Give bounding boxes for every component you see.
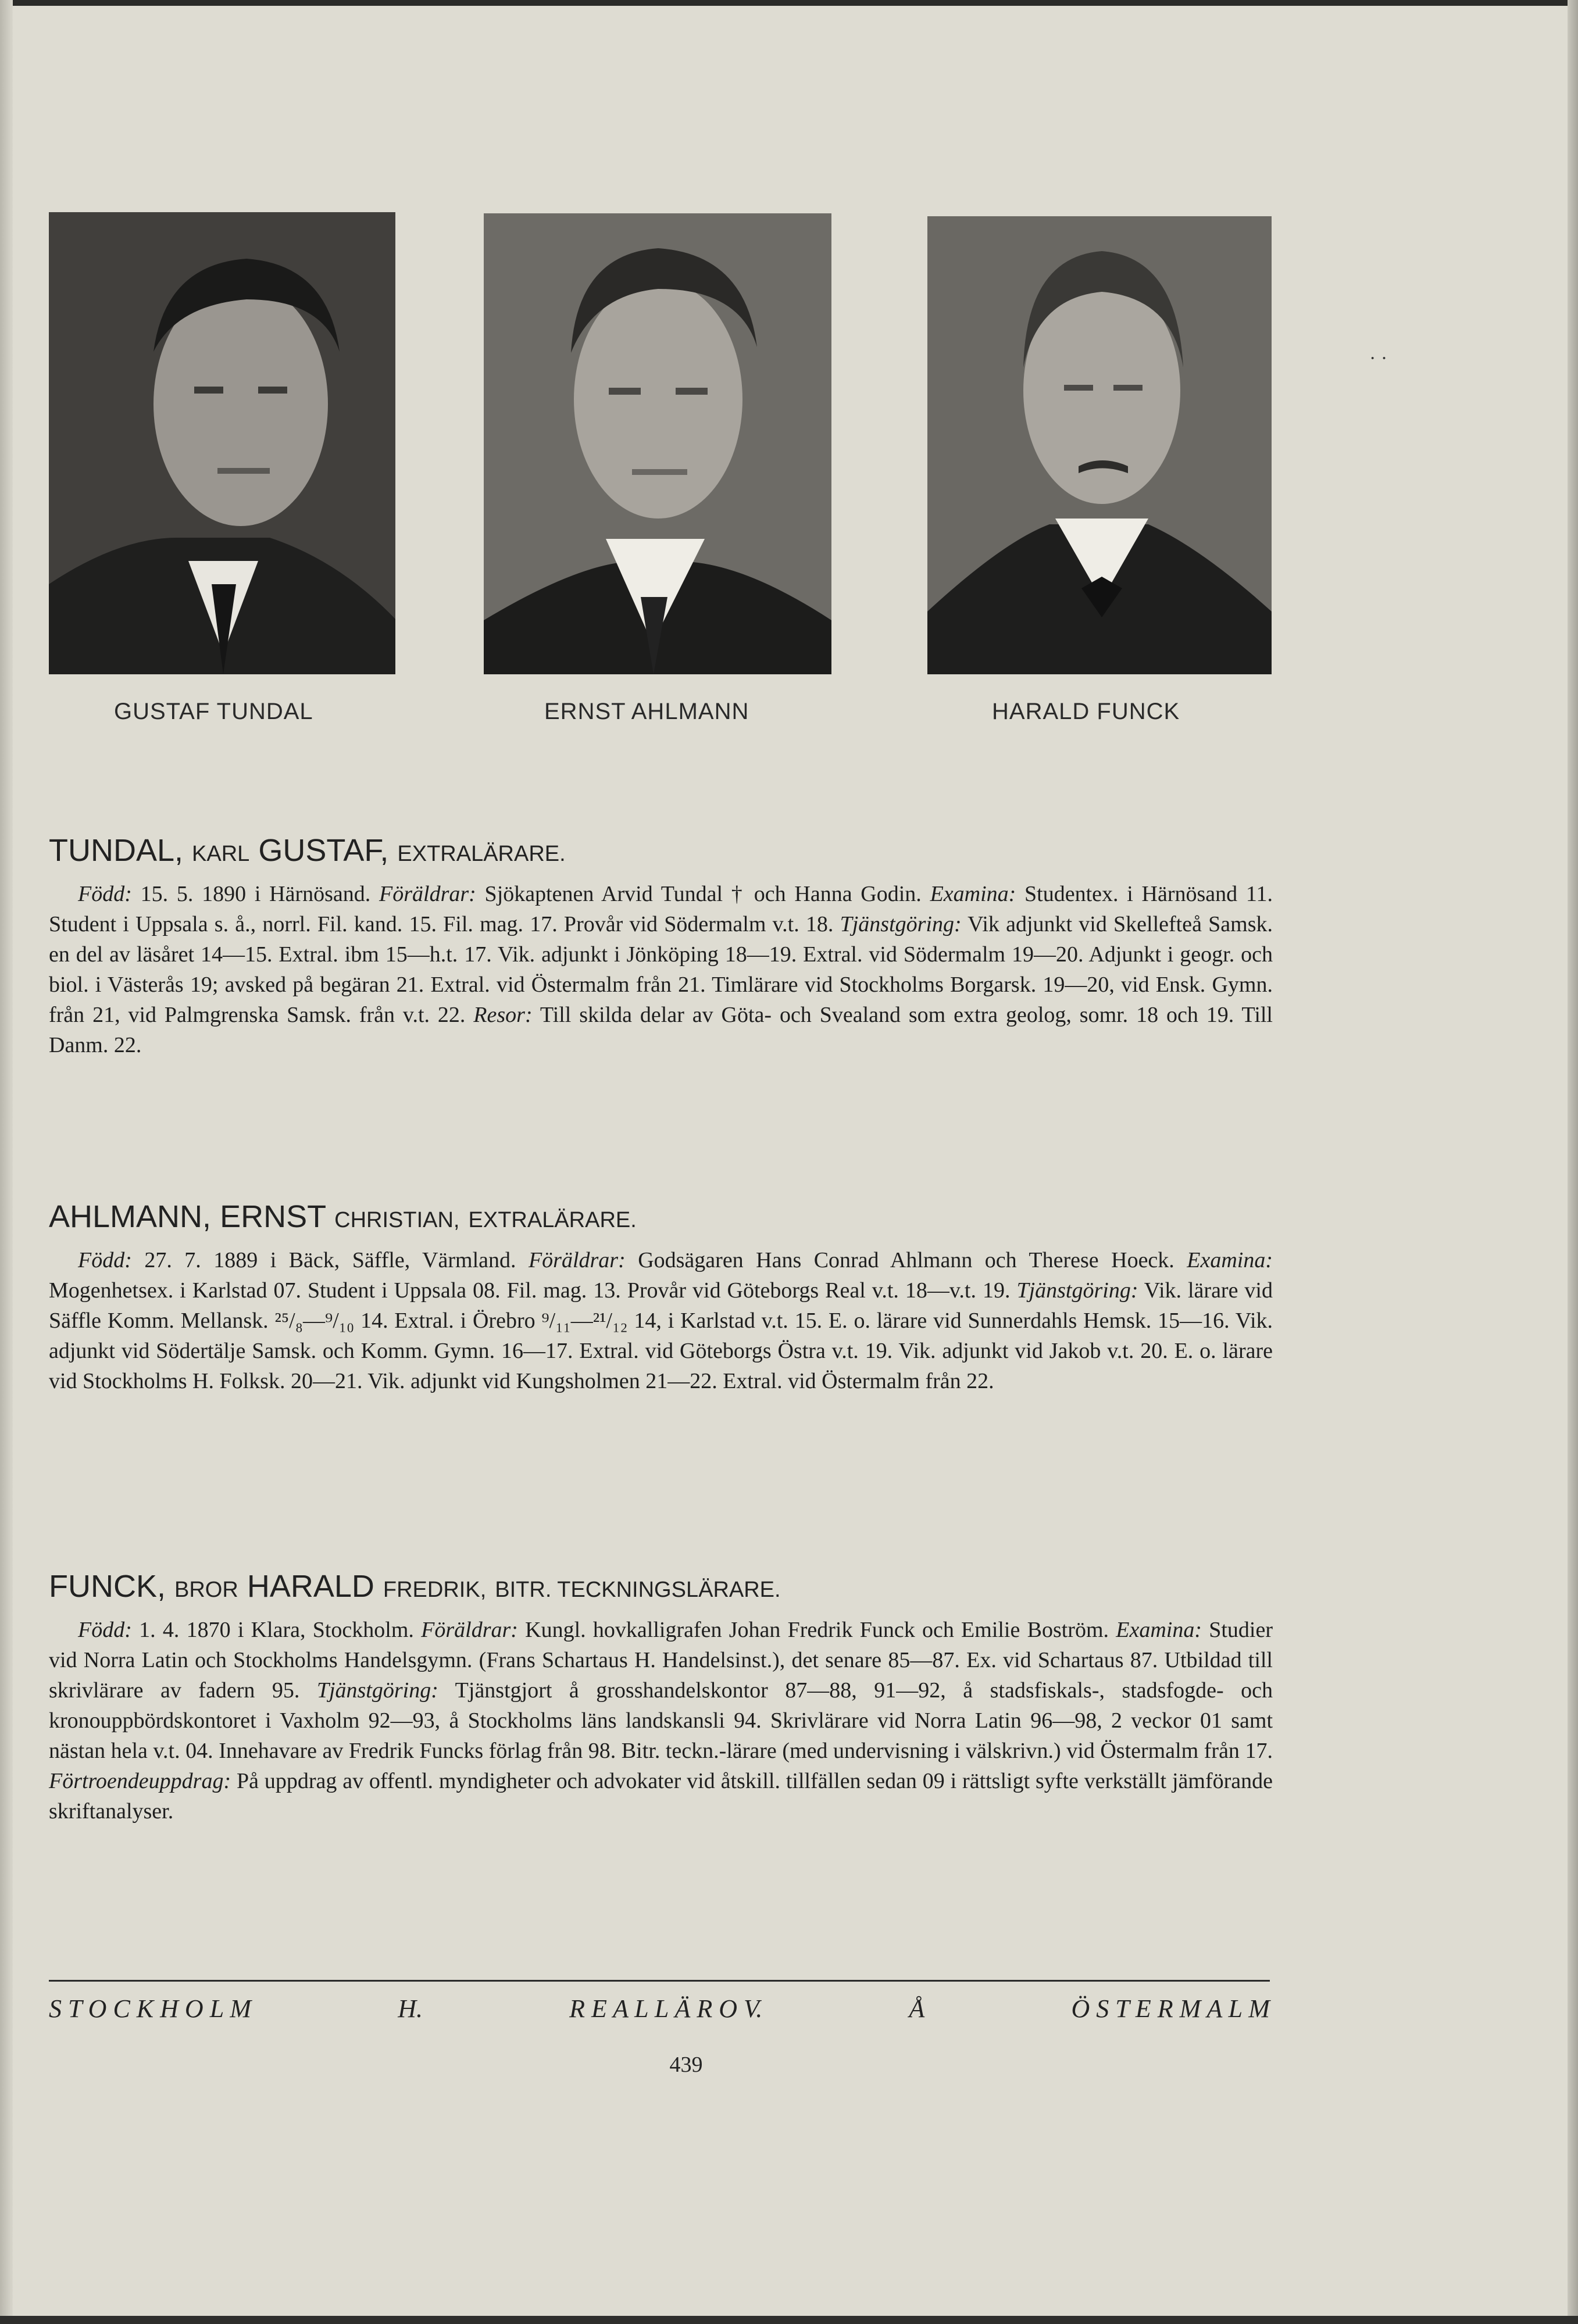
page-binding-shadow: [0, 0, 13, 2324]
running-footer: [49, 1994, 1270, 2023]
entry-body: Född: 27. 7. 1889 i Bäck, Säffle, Värmland. Föräldrar: Godsägaren Hans Conrad Ahlmann och Therese Hoeck. Examina: Mogenhetsex. i Karlstad 07. Student i Uppsala 08. Fil. mag. 13. Provår vid Göteborgs Real v.t. 18—v.t. 19. Tjänstgöring: Vik. lärare vid Säffle Komm. Mellansk. ²⁵/₈—⁹/₁₀ 14. Extral. i Örebro ⁹/₁₁—²¹/₁₂ 14, i Karlstad v.t. 15. E. o. lärare vid Sunnerdahls Hemsk. 15—16. Vik. adjunkt vid Södertälje Samsk. och Komm. Gymn. 16—17. Extral. vid Göteborgs Östra v.t. 19. Vik. adjunkt vid Jakob v.t. 20. E. o. lärare vid Stockholms H. Folksk. 20—21. Vik. adjunkt vid Kungsholmen 21—22. Extral. vid Östermalm från 22.: [49, 1248, 1273, 1393]
entry-body: Född: 15. 5. 1890 i Härnösand. Föräldrar: Sjökaptenen Arvid Tundal † och Hanna Godin. Examina: Studentex. i Härnösand 11. Student i Uppsala s. å., norrl. Fil. kand. 15. Fil. mag. 17. Provår vid Södermalm v.t. 18. Tjänstgöring: Vik adjunkt vid Skellefteå Samsk. en del av läsåret 14—15. Extral. ibm 15—h.t. 17. Vik. adjunkt i Jönköping 18—19. Extral. vid Södermalm 19—20. Adjunkt i geogr. och biol. i Västerås 19; avsked på begäran 21. Extral. vid Östermalm från 21. Timlärare vid Stockholms Borgarsk. 19—20, vid Ensk. Gymn. från 21, vid Palmgrenska Samsk. från v.t. 22. Resor: Till skilda delar av Göta- och Svealand som extra geolog, somr. 18 och 19. Till Danm. 22.: [49, 882, 1273, 1057]
footer-city: S T O C K H O L M: [49, 1994, 252, 2023]
caption-harald-funck: HARALD FUNCK: [992, 699, 1180, 724]
footer-at: Å: [909, 1994, 925, 2023]
page-bottom-border: [0, 2316, 1578, 2324]
entry-ahlmann: [49, 1199, 1273, 1396]
footer-rule: [49, 1980, 1270, 1982]
caption-gustaf-tundal: GUSTAF TUNDAL: [114, 699, 313, 724]
page-right-edge: [1568, 0, 1578, 2324]
entry-tundal: [49, 832, 1273, 1060]
portrait-gustaf-tundal: [49, 212, 395, 674]
footer-h: H.: [398, 1994, 423, 2023]
footer-district: Ö S T E R M A L M: [1071, 1994, 1270, 2023]
entry-funck: [49, 1568, 1273, 1826]
entry-heading: TUNDAL, KARL GUSTAF, EXTRALÄRARE.: [49, 833, 566, 868]
page-number: 439: [669, 2053, 703, 2077]
page-specks: · ·: [1369, 348, 1388, 369]
entry-heading: FUNCK, BROR HARALD FREDRIK, BITR. TECKNINGSLÄRARE.: [49, 1569, 781, 1604]
entry-body: Född: 1. 4. 1870 i Klara, Stockholm. Föräldrar: Kungl. hovkalligrafen Johan Fredrik Funck och Emilie Boström. Examina: Studier vid Norra Latin och Stockholms Handelsgymn. (Frans Schartaus H. Handelsinst.), det senare 85—87. Ex. vid Schartaus 87. Utbildad till skrivlärare av fadern 95. Tjänstgöring: Tjänstgjort å grosshandelskontor 87—88, 91—92, å stadsfiskals-, stadsfogde- och kronouppbördskontoret i Vaxholm 92—93, å Stockholms läns landskansli 94. Skrivlärare vid Norra Latin 96—98, 2 veckor 01 samt nästan hela v.t. 04. Innehavare av Fredrik Funcks förlag från 98. Bitr. teckn.-lärare (med undervisning i välskrivn.) vid Östermalm från 17. Förtroendeuppdrag: På uppdrag av offentl. myndigheter och advokater vid åtskill. tillfällen sedan 09 i rättsligt syfte verkställt jämförande skriftanalyser.: [49, 1618, 1273, 1824]
page-top-border: [0, 0, 1578, 6]
portrait-harald-funck: [927, 216, 1272, 674]
portrait-ernst-ahlmann: [484, 213, 831, 674]
caption-ernst-ahlmann: ERNST AHLMANN: [544, 699, 749, 724]
entry-heading: AHLMANN, ERNST CHRISTIAN, EXTRALÄRARE.: [49, 1199, 637, 1234]
footer-school: R E A L L Ä R O V.: [569, 1994, 763, 2023]
